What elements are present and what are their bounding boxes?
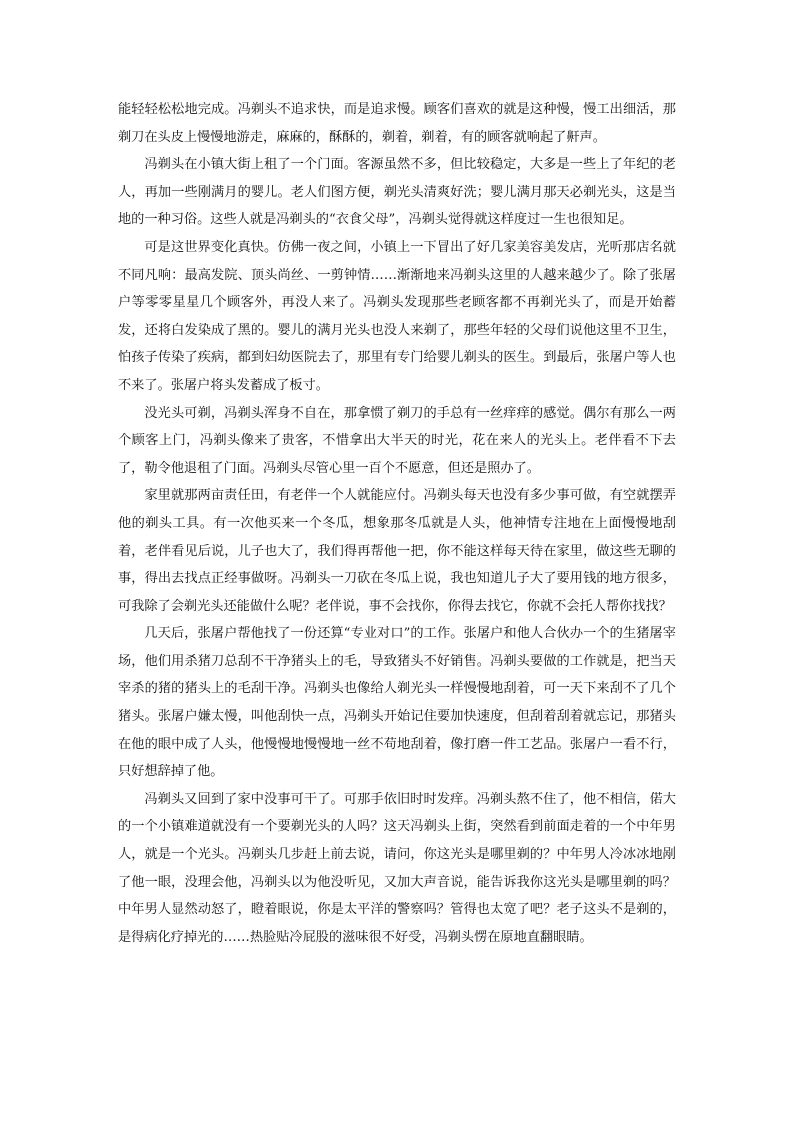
paragraph: 冯剃头又回到了家中没事可干了。可那手依旧时时发痒。冯剃头熬不住了，他不相信，偌大的一个小镇难道就没有一个要剃光头的人吗？这天冯剃头上街，突然看到前面走着的一个中年男人，就是一个光头。冯剃头几步赶上前去说，请问，你这光头是哪里剃的？中年男人冷冰冰地剐了他一眼，没理会他，冯剃头以为他没听见，又加大声音说，能告诉我你这光头是哪里剃的吗？中年男人显然动怒了，瞪着眼说，你是太平洋的警察吗？管得也太宽了吧？老子这头不是剃的，是得病化疗掉光的……热脸贴冷屁股的滋味很不好受，冯剃头愣在原地直翻眼睛。 [118, 791, 676, 945]
paragraph: 可是这世界变化真快。仿佛一夜之间，小镇上一下冒出了好几家美容美发店，光听那店名就不同凡响：最高发院、顶头尚丝、一剪钟情……渐渐地来冯剃头这里的人越来越少了。除了张屠户等零零星星几个顾客外，再没人来了。冯剃头发现那些老顾客都不再剃光头了，而是开始蓄发，还将白发染成了黑的。婴儿的满月光头也没人来剃了，那些年轻的父母们说他这里不卫生，怕孩子传染了疾病，都到妇幼医院去了，那里有专门给婴儿剃头的医生。到最后，张屠户等人也不来了。张屠户将头发蓄成了板寸。 [118, 239, 676, 393]
article-body [118, 96, 676, 951]
paragraph: 家里就那两亩责任田，有老伴一个人就能应付。冯剃头每天也没有多少事可做，有空就摆弄他的剃头工具。有一次他买来一个冬瓜，想象那冬瓜就是人头，他神情专注地在上面慢慢地刮着，老伴看见后说，儿子也大了，我们得再帮他一把，你不能这样每天待在家里，做这些无聊的事，得出去找点正经事做呀。冯剃头一刀砍在冬瓜上说，我也知道儿子大了要用钱的地方很多，可我除了会剃光头还能做什么呢？老伴说，事不会找你，你得去找它，你就不会托人帮你找找？ [118, 488, 676, 614]
paragraph: 没光头可剃，冯剃头浑身不自在，那拿惯了剃刀的手总有一丝痒痒的感觉。偶尔有那么一两个顾客上门，冯剃头像来了贵客，不惜拿出大半天的时光，花在来人的光头上。老伴看不下去了，勒令他退租了门面。冯剃头尽管心里一百个不愿意，但还是照办了。 [118, 405, 676, 476]
paragraph: 冯剃头在小镇大街上租了一个门面。客源虽然不多，但比较稳定，大多是一些上了年纪的老人，再加一些刚满月的婴儿。老人们图方便，剃光头清爽好洗；婴儿满月那天必剃光头，这是当地的一种习俗。这些人就是冯剃头的“衣食父母”，冯剃头觉得就这样度过一生也很知足。 [118, 157, 676, 228]
paragraph: 几天后，张屠户帮他找了一份还算“专业对口”的工作。张屠户和他人合伙办一个的生猪屠宰场，他们用杀猪刀总刮不干净猪头上的毛，导致猪头不好销售。冯剃头要做的工作就是，把当天宰杀的猪的猪头上的毛刮干净。冯剃头也像给人剃光头一样慢慢地刮着，可一天下来刮不了几个猪头。张屠户嫌太慢，叫他刮快一点，冯剃头开始记住要加快速度，但刮着刮着就忘记，那猪头在他的眼中成了人头，他慢慢地慢慢地一丝不苟地刮着，像打磨一件工艺品。张屠户一看不行，只好想辞掉了他。 [118, 626, 676, 780]
paragraph: 能轻轻松松地完成。冯剃头不追求快，而是追求慢。顾客们喜欢的就是这种慢，慢工出细活，那剃刀在头皮上慢慢地游走，麻麻的，酥酥的，剃着，剃着，有的顾客就响起了鼾声。 [118, 102, 676, 145]
